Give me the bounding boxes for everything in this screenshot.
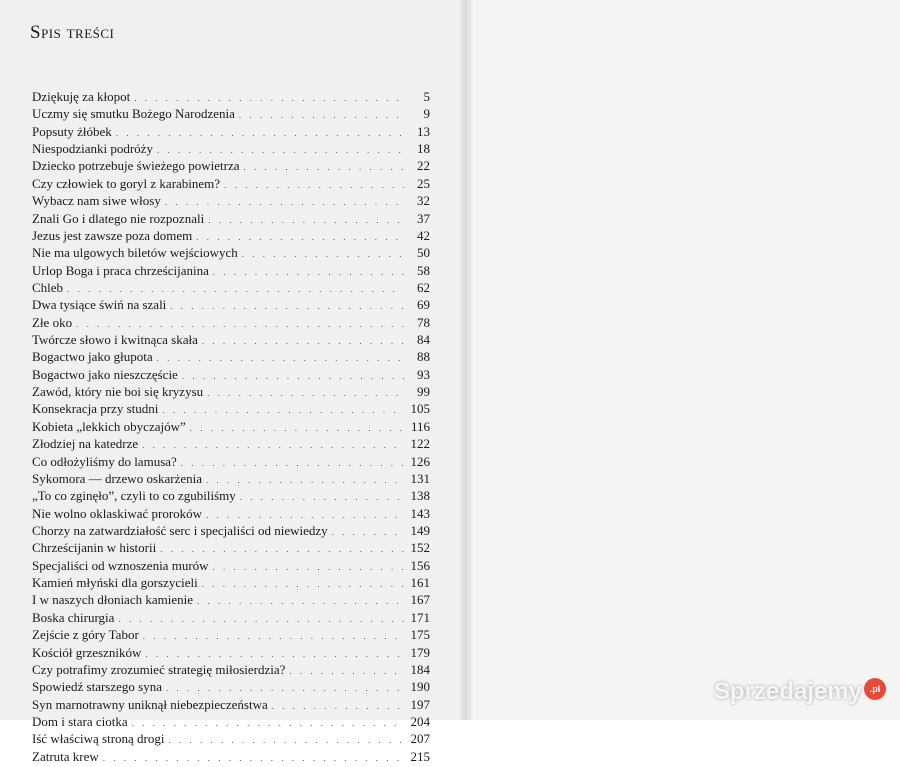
toc-entry — [32, 557, 430, 574]
toc-entry-title: Niespodzianki podróży — [32, 141, 153, 157]
toc-entry — [32, 348, 430, 365]
toc-entry-page: 42 — [417, 227, 430, 243]
watermark-suffix: .pl — [864, 678, 886, 700]
toc-entry-page: 204 — [410, 713, 430, 729]
toc-entry-page: 131 — [410, 470, 430, 486]
toc-entry-page: 99 — [417, 384, 430, 400]
toc-leader-dots — [202, 576, 404, 593]
toc-leader-dots — [202, 333, 404, 350]
toc-entry-page: 215 — [410, 748, 430, 764]
toc-entry-page: 84 — [417, 332, 430, 348]
toc-entry-title: Wybacz nam siwe włosy — [32, 193, 161, 209]
toc-entry — [32, 314, 430, 331]
toc-entry-title: Dwa tysiące świń na szali — [32, 297, 167, 313]
toc-entry — [32, 296, 430, 313]
watermark-text: Sprzedajemy — [713, 678, 862, 705]
toc-entry — [32, 331, 430, 348]
toc-entry-title: Konsekracja przy studni — [32, 401, 159, 417]
toc-leader-dots — [132, 715, 404, 732]
toc-entry-title: Złodziej na katedrze — [32, 436, 139, 452]
toc-entry — [32, 539, 430, 556]
toc-entry-page: 13 — [417, 123, 430, 139]
toc-entry — [32, 366, 430, 383]
toc-entry — [32, 748, 430, 765]
toc-entry-title: Popsuty żłóbek — [32, 123, 112, 139]
toc-entry-title: Chorzy na zatwardziałość serc i specjaliści od niewiedzy — [32, 522, 328, 538]
toc-entry — [32, 383, 430, 400]
toc-leader-dots — [103, 750, 404, 767]
toc-entry-page: 105 — [410, 401, 430, 417]
toc-entry — [32, 505, 430, 522]
toc-entry — [32, 522, 430, 539]
toc-entry-page: 32 — [417, 193, 430, 209]
toc-entry — [32, 730, 430, 747]
toc-entry-title: Czy człowiek to goryl z karabinem? — [32, 175, 221, 191]
book-gutter — [458, 0, 474, 720]
page-heading: Spis treści — [30, 22, 115, 43]
toc-entry — [32, 244, 430, 261]
toc-entry-title: Dom i stara ciotka — [32, 713, 128, 729]
toc-entry-page: 190 — [410, 679, 430, 695]
toc-entry-title: Dziękuję za kłopot — [32, 89, 131, 104]
toc-entry — [32, 418, 430, 435]
toc-entry-title: Specjaliści od wznoszenia murów — [32, 557, 209, 573]
toc-entry — [32, 400, 430, 417]
toc-entry-page: 143 — [410, 505, 430, 521]
toc-entry — [32, 470, 430, 487]
toc-leader-dots — [162, 402, 404, 419]
toc-entry-page: 184 — [410, 661, 430, 677]
toc-entry-title: Kobieta „lekkich obyczajów” — [32, 418, 186, 434]
toc-leader-dots — [116, 125, 404, 142]
toc-entry-title: Chrześcijanin w historii — [32, 540, 157, 556]
toc-entry-page: 25 — [417, 175, 430, 191]
toc-entry — [32, 626, 430, 643]
toc-entry-page: 156 — [410, 557, 430, 573]
right-page — [466, 0, 900, 720]
watermark-logo — [714, 678, 886, 706]
toc-entry — [32, 105, 430, 122]
toc-entry-page: 207 — [410, 731, 430, 747]
toc-entry-page: 50 — [417, 245, 430, 261]
toc-entry — [32, 140, 430, 157]
toc-entry-page: 69 — [417, 297, 430, 313]
toc-entry-page: 149 — [410, 522, 430, 538]
toc-leader-dots — [190, 420, 404, 437]
toc-entry — [32, 88, 430, 105]
toc-entry-title: Nie wolno oklaskiwać proroków — [32, 505, 203, 521]
toc-entry-page: 78 — [417, 314, 430, 330]
toc-entry-page: 93 — [417, 366, 430, 382]
toc-entry-title: Znali Go i dlatego nie rozpoznali — [32, 210, 205, 226]
toc-entry — [32, 591, 430, 608]
toc-leader-dots — [272, 698, 404, 715]
toc-leader-dots — [240, 489, 404, 506]
toc-leader-dots — [157, 350, 404, 367]
toc-entry-page: 116 — [410, 418, 430, 434]
toc-entry — [32, 279, 430, 296]
toc-entry-title: Dziecko potrzebuje świeżego powietrza — [32, 158, 240, 174]
toc-entry-page: 58 — [417, 262, 430, 278]
toc-entry-title: Twórcze słowo i kwitnąca skała — [32, 332, 198, 348]
toc-entry — [32, 644, 430, 661]
toc-entry-title: Sykomora — drzewo oskarżenia — [32, 470, 203, 486]
toc-entry — [32, 453, 430, 470]
toc-entry-page: 22 — [417, 158, 430, 174]
toc-entry-page: 171 — [410, 609, 430, 625]
toc-leader-dots — [143, 628, 404, 645]
toc-entry-title: Syn marnotrawny uniknął niebezpieczeństwa — [32, 696, 268, 712]
toc-entry-page: 37 — [417, 210, 430, 226]
toc-entry-title: Zatruta krew — [32, 748, 99, 764]
toc-entry-title: Chleb — [32, 279, 64, 295]
toc-entry-title: Co odłożyliśmy do lamusa? — [32, 453, 177, 469]
toc-entry-page: 9 — [423, 106, 430, 122]
toc-leader-dots — [208, 212, 404, 229]
toc-entry-title: Kamień młyński dla gorszycieli — [32, 575, 198, 591]
toc-entry — [32, 713, 430, 730]
toc-leader-dots — [242, 246, 404, 263]
toc-entry-title: Czy potrafimy zrozumieć strategię miłosierdzia? — [32, 661, 286, 677]
toc-entry-title: Kościół grzeszników — [32, 644, 142, 660]
toc-entry-title: Spowiedź starszego syna — [32, 679, 162, 695]
toc-leader-dots — [244, 159, 404, 176]
toc-entry-title: Zawód, który nie boi się kryzysu — [32, 384, 204, 400]
toc-entry-title: Zejście z góry Tabor — [32, 627, 139, 643]
toc-leader-dots — [169, 732, 405, 749]
toc-entry-page: 175 — [410, 627, 430, 643]
toc-entry-title: Urlop Boga i praca chrześcijanina — [32, 262, 209, 278]
toc-leader-dots — [182, 368, 404, 385]
toc-entry-page: 138 — [410, 488, 430, 504]
toc-entry-page: 122 — [410, 436, 430, 452]
toc-leader-dots — [332, 524, 404, 541]
toc-entry-title: I w naszych dłoniach kamienie — [32, 592, 193, 608]
toc-entry — [32, 678, 430, 695]
toc-entry — [32, 574, 430, 591]
toc-leader-dots — [213, 559, 404, 576]
toc-entry — [32, 175, 430, 192]
toc-entry-title: Złe oko — [32, 314, 73, 330]
toc-entry-title: Uczmy się smutku Bożego Narodzenia — [32, 106, 235, 122]
toc-entry-page: 152 — [410, 540, 430, 556]
toc-entry-page: 179 — [410, 644, 430, 660]
toc-entry-title: Nie ma ulgowych biletów wejściowych — [32, 245, 238, 261]
toc-leader-dots — [239, 107, 404, 124]
toc-entry — [32, 696, 430, 713]
toc-entry — [32, 487, 430, 504]
toc-entry — [32, 210, 430, 227]
toc-leader-dots — [289, 663, 404, 680]
toc-entry-page: 62 — [417, 279, 430, 295]
toc-entry-title: Iść właściwą stroną drogi — [32, 731, 165, 747]
toc-entry — [32, 157, 430, 174]
toc-entry — [32, 661, 430, 678]
toc-entry-page: 88 — [417, 349, 430, 365]
toc-entry-page: 5 — [423, 89, 430, 104]
toc-list-left — [32, 88, 430, 765]
toc-entry-title: „To co zginęło”, czyli to co zgubiliśmy — [32, 488, 236, 504]
toc-entry — [32, 123, 430, 140]
toc-leader-dots — [197, 593, 404, 610]
toc-entry-title: Boska chirurgia — [32, 609, 115, 625]
toc-entry-title: Bogactwo jako głupota — [32, 349, 153, 365]
toc-leader-dots — [142, 437, 404, 454]
toc-entry-title: Bogactwo jako nieszczęście — [32, 366, 178, 382]
toc-leader-dots — [170, 298, 404, 315]
toc-entry-title: Jezus jest zawsze poza domem — [32, 227, 193, 243]
toc-entry-page: 18 — [417, 141, 430, 157]
toc-entry — [32, 435, 430, 452]
toc-entry — [32, 227, 430, 244]
toc-entry — [32, 262, 430, 279]
toc-leader-dots — [224, 177, 404, 194]
toc-leader-dots — [207, 385, 404, 402]
toc-leader-dots — [118, 611, 404, 628]
toc-entry-page: 126 — [410, 453, 430, 469]
toc-entry-page: 197 — [410, 696, 430, 712]
toc-entry-page: 167 — [410, 592, 430, 608]
toc-entry-page: 161 — [410, 575, 430, 591]
toc-leader-dots — [181, 455, 404, 472]
toc-entry — [32, 609, 430, 626]
toc-entry — [32, 192, 430, 209]
toc-leader-dots — [213, 264, 404, 281]
